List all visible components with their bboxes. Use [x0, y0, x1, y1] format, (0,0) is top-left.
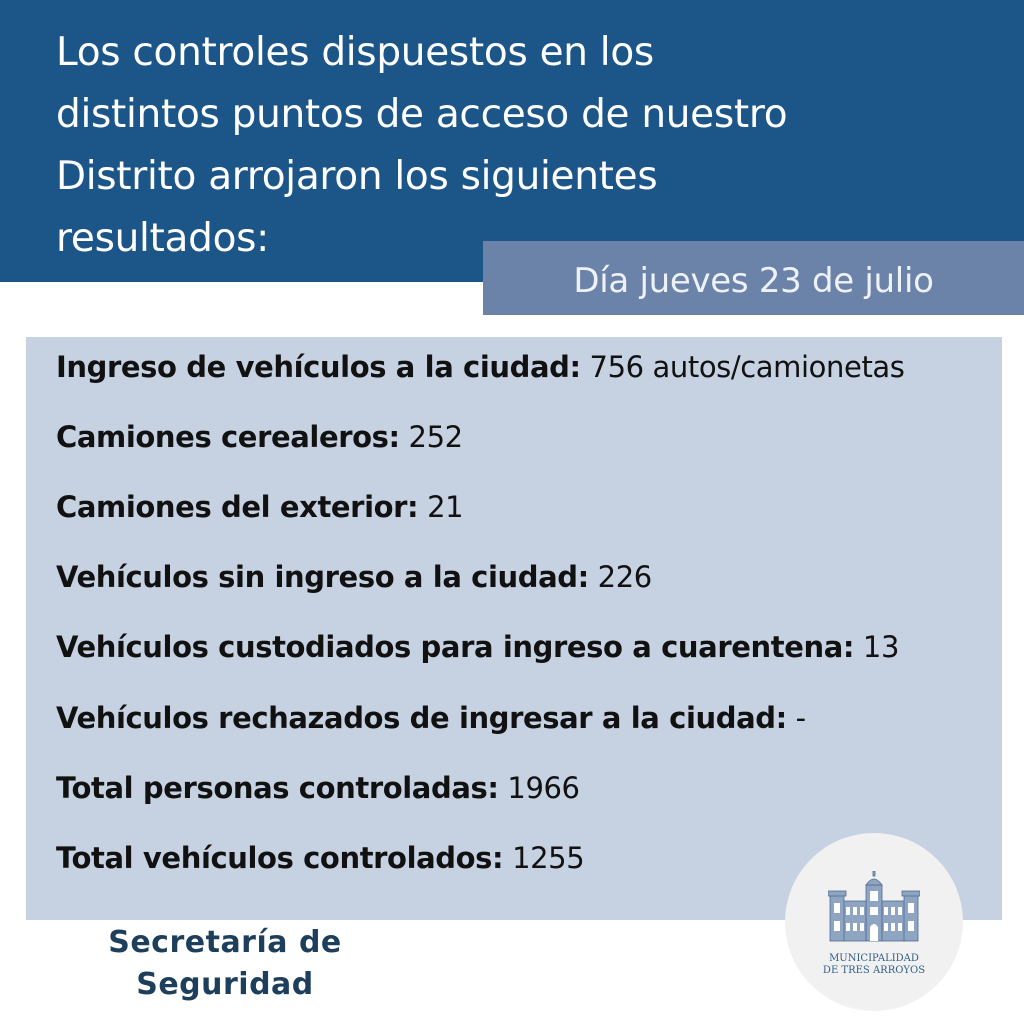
headline-line: Distrito arrojaron los siguientes [56, 154, 658, 199]
municipality-seal [785, 833, 963, 1011]
stat-row [56, 417, 463, 457]
stat-value: 756 autos/camionetas [589, 350, 905, 384]
stat-value: 1966 [507, 771, 580, 805]
stat-row [56, 557, 652, 597]
headline-line: Los controles dispuestos en los [56, 30, 654, 75]
stat-label: Total vehículos controlados: [56, 841, 504, 875]
stat-row [56, 487, 463, 527]
department-line: Seguridad [136, 967, 314, 1002]
seal-text: DE TRES ARROYOS [822, 965, 926, 976]
stat-row [56, 698, 806, 738]
town-hall-icon [828, 871, 920, 947]
stat-row [56, 347, 905, 387]
stat-value: 226 [597, 560, 652, 594]
date-label: Día jueves 23 de julio [573, 261, 934, 301]
stat-value: 13 [862, 630, 900, 664]
date-tab [483, 241, 1024, 315]
stat-value: - [795, 701, 806, 735]
headline [56, 22, 956, 270]
stat-label: Camiones del exterior: [56, 490, 419, 524]
stat-label: Camiones cerealeros: [56, 420, 400, 454]
department-line: Secretaría de [108, 925, 342, 960]
stat-value: 1255 [512, 841, 585, 875]
stat-label: Vehículos sin ingreso a la ciudad: [56, 560, 589, 594]
stat-row [56, 627, 899, 667]
header-band [0, 0, 1024, 282]
department-name [70, 922, 380, 1006]
stat-label: Ingreso de vehículos a la ciudad: [56, 350, 581, 384]
seal-text: MUNICIPALIDAD [829, 953, 919, 964]
stat-value: 21 [427, 490, 464, 524]
stat-value: 252 [408, 420, 463, 454]
stat-label: Vehículos custodiados para ingreso a cuarentena: [56, 630, 855, 664]
stat-row [56, 768, 580, 808]
stats-panel [26, 337, 1002, 920]
stat-label: Vehículos rechazados de ingresar a la ciudad: [56, 701, 787, 735]
headline-line: distintos puntos de acceso de nuestro [56, 92, 788, 137]
stat-row [56, 838, 584, 878]
headline-line: resultados: [56, 216, 270, 261]
stat-label: Total personas controladas: [56, 771, 499, 805]
